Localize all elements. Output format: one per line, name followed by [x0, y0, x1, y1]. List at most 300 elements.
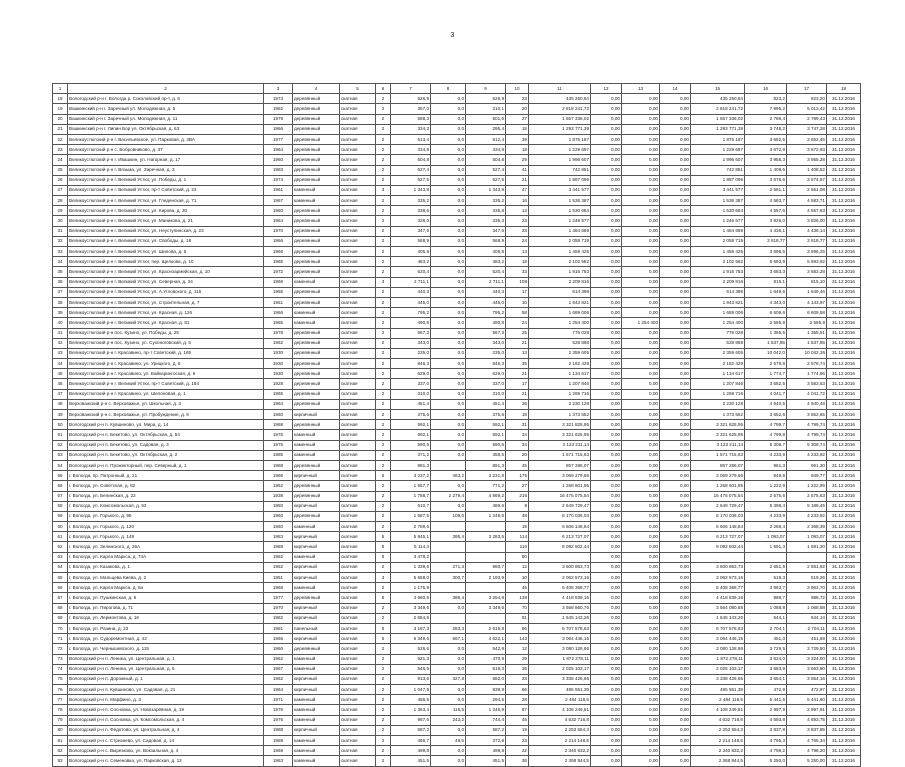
- table-cell: 138: [506, 593, 529, 603]
- table-cell: 0,00: [622, 124, 660, 134]
- table-cell: г. Вологда, ул. Горького, д. 95: [68, 511, 264, 521]
- table-cell: Великоустюгский р-н пос. Кузино, ул. Победы, д. 25: [68, 328, 264, 338]
- table-cell: 4 557,63: [787, 206, 827, 216]
- table-row: [53, 420, 861, 430]
- table-cell: 1960: [264, 206, 293, 216]
- table-cell: 2 359 605: [691, 348, 745, 358]
- table-cell: 3 564 080,68: [691, 603, 745, 613]
- table-cell: 1986: [264, 471, 293, 481]
- table-cell: 2 789,43: [787, 114, 827, 124]
- table-cell: 1964: [264, 145, 293, 155]
- table-cell: 1 408,52: [787, 165, 827, 175]
- table-cell: 3 321 625,95: [691, 430, 745, 440]
- table-cell: скатная: [340, 359, 376, 369]
- table-cell: 2: [376, 756, 391, 766]
- table-cell: 528 868: [691, 338, 745, 348]
- table-cell: 53: [53, 450, 68, 460]
- table-cell: 375,6: [391, 410, 431, 420]
- table-cell: 31: [53, 226, 68, 236]
- table-cell: 13: [506, 348, 529, 358]
- table-cell: 0,00: [591, 756, 622, 766]
- table-cell: 0,00: [591, 328, 622, 338]
- table-cell: 0,00: [591, 552, 622, 562]
- table-cell: 2: [376, 389, 391, 399]
- table-cell: 0,0: [431, 338, 466, 348]
- table-cell: 294,5: [466, 695, 506, 705]
- table-cell: 3 324,00: [787, 654, 827, 664]
- table-cell: 445,0: [391, 297, 431, 307]
- table-cell: скатная: [340, 114, 376, 124]
- table-cell: 3 080 128,86: [529, 644, 591, 654]
- table-cell: 2 368,39: [787, 522, 827, 532]
- table-cell: 0,00: [622, 94, 660, 104]
- table-cell: 328,0: [391, 216, 431, 226]
- table-cell: 0,0: [431, 94, 466, 104]
- table-cell: 0,0: [431, 287, 466, 297]
- table-cell: 1 774,7: [745, 369, 787, 379]
- table-cell: скатная: [340, 552, 376, 562]
- table-cell: 0,00: [622, 328, 660, 338]
- table-cell: 31.12.2016: [827, 511, 861, 521]
- table-cell: [431, 522, 466, 532]
- table-row: [53, 603, 861, 613]
- table-cell: 451,5: [466, 756, 506, 766]
- table-cell: 0,0: [431, 695, 466, 705]
- table-cell: 2 209 816: [529, 277, 591, 287]
- table-cell: г. Вологда, ул. Карла Маркса, д. 74А: [68, 552, 264, 562]
- table-cell: 74: [53, 664, 68, 674]
- table-cell: 2: [376, 654, 391, 664]
- table-cell: 2 649 729,47: [691, 501, 745, 511]
- table-cell: 0,00: [622, 430, 660, 440]
- table-cell: 0,00: [591, 644, 622, 654]
- table-cell: каменный: [293, 522, 340, 532]
- table-cell: Вашкинский р-н г. Заречный ул. Молодежная, д. 5: [68, 104, 264, 114]
- table-row: [53, 695, 861, 705]
- table-cell: 1 175,9: [391, 583, 431, 593]
- table-cell: 375,6: [466, 410, 506, 420]
- table-cell: 4 041,7: [745, 389, 787, 399]
- table-cell: 3 652,5: [745, 134, 787, 144]
- table-cell: 0,00: [622, 460, 660, 470]
- table-cell: 0,00: [591, 705, 622, 715]
- table-row: [53, 247, 861, 257]
- table-cell: 1 788,7: [391, 491, 431, 501]
- table-cell: 451,69: [787, 634, 827, 644]
- table-cell: 1970: [264, 603, 293, 613]
- table-row: [53, 552, 861, 562]
- table-cell: 54: [53, 460, 68, 470]
- table-cell: 542,8: [466, 644, 506, 654]
- table-cell: 2: [376, 104, 391, 114]
- table-cell: 1960: [264, 644, 293, 654]
- table-cell: 0,00: [622, 236, 660, 246]
- table-cell: 17: [506, 287, 529, 297]
- table-cell: 0,00: [591, 593, 622, 603]
- table-cell: 520,4: [391, 267, 431, 277]
- table-cell: 3 582,5: [745, 379, 787, 389]
- table-cell: деревянный: [293, 206, 340, 216]
- table-cell: 3 338 426,65: [691, 674, 745, 684]
- table-cell: 1977: [264, 134, 293, 144]
- table-cell: 1 269 716: [691, 389, 745, 399]
- table-row: [53, 542, 861, 552]
- table-cell: 0,00: [591, 287, 622, 297]
- table-row: [53, 481, 861, 491]
- table-cell: кирпичный: [293, 674, 340, 684]
- table-cell: Вологодский р-н г. Вологда р. Соколовский пр-т, д. 6: [68, 94, 264, 104]
- table-cell: 1 269 716: [529, 389, 591, 399]
- table-cell: 2 230 128: [529, 399, 591, 409]
- table-cell: 2 368 844,5: [691, 756, 745, 766]
- table-cell: 0,00: [622, 583, 660, 593]
- table-cell: 0,00: [591, 236, 622, 246]
- table-cell: 1983: [264, 165, 293, 175]
- table-cell: 1 207 846: [691, 379, 745, 389]
- table-cell: 0,00: [591, 389, 622, 399]
- table-cell: 0,00: [622, 348, 660, 358]
- table-cell: 61: [53, 532, 68, 542]
- table-cell: 1966: [264, 277, 293, 287]
- table-cell: 466,7: [391, 736, 431, 746]
- table-cell: Великоустюгский р-н г. Красавино, пр-т Советский, д. 165: [68, 348, 264, 358]
- table-cell: 31.12.2016: [827, 695, 861, 705]
- table-row: [53, 685, 861, 695]
- table-cell: г. Вологда, ул. Пушкинская, д. 5: [68, 593, 264, 603]
- table-cell: 31.12.2016: [827, 389, 861, 399]
- table-cell: 0,0: [431, 134, 466, 144]
- table-cell: 2: [376, 165, 391, 175]
- table-cell: 1 222,9: [745, 481, 787, 491]
- table-cell: 2: [376, 450, 391, 460]
- table-cell: 0,0: [431, 654, 466, 664]
- table-cell: 0,0: [431, 328, 466, 338]
- table-cell: 1 536 387: [691, 196, 745, 206]
- table-cell: 23: [506, 674, 529, 684]
- table-cell: скатная: [340, 613, 376, 623]
- table-cell: 0,00: [591, 654, 622, 664]
- table-cell: 405,8: [391, 247, 431, 257]
- table-cell: каменный: [293, 196, 340, 206]
- table-cell: 310,0: [391, 389, 431, 399]
- table-cell: 0,00: [622, 277, 660, 287]
- table-cell: 2 484 118,5: [691, 695, 745, 705]
- table-cell: 36: [53, 277, 68, 287]
- table-cell: 31.12.2016: [827, 685, 861, 695]
- table-cell: 3 254,8: [466, 593, 506, 603]
- table-cell: 0,00: [622, 206, 660, 216]
- table-cell: 2 704,1: [745, 623, 787, 633]
- table-cell: 67: [53, 593, 68, 603]
- table-cell: 1 530 684: [691, 206, 745, 216]
- table-cell: 1 293 771,39: [691, 124, 745, 134]
- table-cell: 76: [53, 685, 68, 695]
- table-cell: г. Вологда, ул. Казакова, д. 1: [68, 562, 264, 572]
- table-cell: Великоустюгский р-н г. Великий Устюг, ул. Победы, д. 1: [68, 175, 264, 185]
- table-cell: 2 359 605: [529, 348, 591, 358]
- table-cell: 357,0: [391, 104, 431, 114]
- table-cell: деревянный: [293, 511, 340, 521]
- table-cell: 4 799,74: [787, 430, 827, 440]
- table-cell: 2 818 241,72: [691, 104, 745, 114]
- table-cell: 0,0: [431, 379, 466, 389]
- table-cell: 13: [506, 206, 529, 216]
- table-cell: 857 286,07: [529, 460, 591, 470]
- table-cell: 0,00: [622, 511, 660, 521]
- table-cell: 0,00: [660, 420, 691, 430]
- table-row: [53, 196, 861, 206]
- table-cell: 0,00: [622, 501, 660, 511]
- table-cell: 31.12.2016: [827, 623, 861, 633]
- table-cell: 4 869,2: [466, 491, 506, 501]
- table-cell: 1930: [264, 348, 293, 358]
- table-cell: 77: [53, 695, 68, 705]
- table-row: [53, 736, 861, 746]
- table-cell: кирпичный: [293, 725, 340, 735]
- table-cell: 1976: [264, 430, 293, 440]
- table-cell: 2 704,11: [787, 623, 827, 633]
- table-cell: 526,6: [391, 644, 431, 654]
- table-cell: 0,00: [660, 185, 691, 195]
- table-cell: 0,0: [431, 756, 466, 766]
- table-cell: 4 940,5: [745, 399, 787, 409]
- table-row: [53, 104, 861, 114]
- table-cell: Великоустюгский р-н г. Красавино, ул. Шелоновая, д. 1: [68, 389, 264, 399]
- table-cell: 4 143,97: [787, 297, 827, 307]
- table-cell: 0,00: [622, 308, 660, 318]
- table-cell: 310,0: [466, 389, 506, 399]
- table-cell: 0,00: [622, 552, 660, 562]
- table-cell: 1951: [264, 573, 293, 583]
- table-cell: 3 321 825,95: [691, 420, 745, 430]
- table-cell: г. Вологда, ул. Пирогова, д. 71: [68, 603, 264, 613]
- table-cell: деревянный: [293, 247, 340, 257]
- column-header: 4: [293, 84, 340, 94]
- table-cell: 451,0: [745, 634, 787, 644]
- table-cell: 3 062 573,16: [691, 573, 745, 583]
- table-cell: 1973: [264, 94, 293, 104]
- table-cell: кирпичный: [293, 603, 340, 613]
- table-row: [53, 756, 861, 766]
- table-cell: 6 606 148,84: [529, 522, 591, 532]
- table-cell: 3: [376, 185, 391, 195]
- table-cell: деревянный: [293, 369, 340, 379]
- table-cell: 501,6: [466, 114, 506, 124]
- table-cell: 347,6: [466, 226, 506, 236]
- table-row: [53, 532, 861, 542]
- table-cell: 31.12.2016: [827, 460, 861, 470]
- table-cell: 5 250,0: [745, 756, 787, 766]
- table-cell: 81: [53, 736, 68, 746]
- table-cell: 6 707 578,63: [691, 623, 745, 633]
- table-cell: 5: [376, 471, 391, 481]
- table-cell: 4 041,72: [787, 389, 827, 399]
- table-cell: 80: [53, 725, 68, 735]
- table-cell: 1 408,5: [745, 165, 787, 175]
- table-cell: 988,7: [745, 593, 787, 603]
- table-cell: скатная: [340, 277, 376, 287]
- table-cell: 0,00: [591, 430, 622, 440]
- table-cell: 405,8: [466, 247, 506, 257]
- table-cell: 70: [53, 623, 68, 633]
- table-cell: 31.12.2016: [827, 705, 861, 715]
- table-cell: 1 254 400: [529, 318, 591, 328]
- table-cell: 0,0: [431, 440, 466, 450]
- table-cell: 49,5: [431, 736, 466, 746]
- table-cell: 0,00: [660, 236, 691, 246]
- table-cell: 2: [376, 145, 391, 155]
- table-cell: 0,00: [591, 338, 622, 348]
- table-cell: 34: [53, 257, 68, 267]
- table-cell: скатная: [340, 420, 376, 430]
- table-cell: 742 851: [529, 165, 591, 175]
- table-cell: кирпичный: [293, 613, 340, 623]
- table-cell: 78: [53, 705, 68, 715]
- table-cell: 1951: [264, 297, 293, 307]
- table-cell: скатная: [340, 175, 376, 185]
- column-header: 17: [787, 84, 827, 94]
- table-cell: [691, 552, 745, 562]
- table-cell: 0,00: [622, 736, 660, 746]
- table-cell: 57: [53, 491, 68, 501]
- table-cell: 0,0: [431, 114, 466, 124]
- table-cell: 108: [506, 277, 529, 287]
- table-cell: скатная: [340, 338, 376, 348]
- table-cell: 5 441,60: [787, 695, 827, 705]
- table-cell: 815,1: [745, 277, 787, 287]
- table-cell: скатная: [340, 705, 376, 715]
- table-cell: 0,00: [660, 165, 691, 175]
- table-cell: 1975: [264, 440, 293, 450]
- table-cell: каменный: [293, 308, 340, 318]
- table-cell: деревянный: [293, 328, 340, 338]
- table-cell: г. Вологда, ул. Комсомольская, д. 53: [68, 501, 264, 511]
- table-cell: 20: [506, 450, 529, 460]
- table-cell: 0,00: [660, 471, 691, 481]
- table-cell: 31.12.2016: [827, 399, 861, 409]
- table-cell: 2: [376, 267, 391, 277]
- table-cell: 0,00: [660, 562, 691, 572]
- table-cell: 0,00: [622, 654, 660, 664]
- table-cell: 0,00: [622, 542, 660, 552]
- table-cell: 891,3: [466, 460, 506, 470]
- table-cell: скатная: [340, 410, 376, 420]
- table-cell: 2 649 729,47: [529, 501, 591, 511]
- table-cell: 6 170 036,03: [529, 511, 591, 521]
- table-cell: 0,00: [660, 623, 691, 633]
- table-cell: 1952: [264, 562, 293, 572]
- table-row: [53, 501, 861, 511]
- table-cell: [431, 460, 466, 470]
- table-cell: 0,00: [591, 460, 622, 470]
- table-cell: 12: [506, 562, 529, 572]
- table-cell: Вологодский р-н п. Бекетово, ул. Садовая, д. 3: [68, 440, 264, 450]
- table-cell: 4 108 249,81: [691, 705, 745, 715]
- table-cell: 0,00: [660, 114, 691, 124]
- table-cell: 3 652,65: [787, 410, 827, 420]
- table-cell: 2: [376, 399, 391, 409]
- table-cell: 1965: [264, 389, 293, 399]
- table-cell: 2: [376, 420, 391, 430]
- table-cell: 31.12.2016: [827, 664, 861, 674]
- table-cell: 5: [376, 542, 391, 552]
- table-cell: 31.12.2016: [827, 410, 861, 420]
- table-cell: 1 339,6: [391, 562, 431, 572]
- table-cell: 1967: [264, 664, 293, 674]
- table-cell: 0,00: [660, 674, 691, 684]
- table-cell: 1 996 607: [691, 155, 745, 165]
- table-row: [53, 124, 861, 134]
- table-cell: 0,00: [660, 664, 691, 674]
- table-row: [53, 206, 861, 216]
- table-cell: 31.12.2016: [827, 165, 861, 175]
- table-cell: 0,00: [591, 522, 622, 532]
- table-cell: 31.12.2016: [827, 736, 861, 746]
- table-cell: 961,30: [787, 460, 827, 470]
- table-cell: 243,2: [431, 715, 466, 725]
- table-cell: 1 293 771,39: [529, 124, 591, 134]
- table-cell: г. Вологда, ул. Чернышевского, д. 115: [68, 644, 264, 654]
- table-cell: 21: [53, 124, 68, 134]
- table-cell: 56: [53, 481, 68, 491]
- table-cell: 0,00: [622, 450, 660, 460]
- table-cell: скатная: [340, 216, 376, 226]
- table-cell: 0,00: [622, 165, 660, 175]
- table-cell: 2: [376, 328, 391, 338]
- table-cell: Великоустюгский р-н г. Великий Устюг, ул. Свободы, д. 18: [68, 236, 264, 246]
- table-cell: 0,00: [622, 471, 660, 481]
- table-cell: 2 102 582: [529, 257, 591, 267]
- table-cell: Вологодский р-н п. Сосновка, ул. Новозарёвная, д. 19: [68, 705, 264, 715]
- table-cell: 6 609,6: [745, 308, 787, 318]
- table-cell: 0,00: [591, 165, 622, 175]
- table-cell: 31.12.2016: [827, 501, 861, 511]
- table-cell: 6 213 727,07: [529, 532, 591, 542]
- table-cell: 3 441 577: [529, 185, 591, 195]
- table-cell: 1 571 715,63: [529, 450, 591, 460]
- table-cell: 5 441,6: [745, 695, 787, 705]
- table-cell: 0,00: [660, 104, 691, 114]
- table-cell: 5 658,0: [391, 573, 431, 583]
- table-cell: 0,00: [622, 359, 660, 369]
- table-cell: 334,8: [466, 145, 506, 155]
- table-cell: 2: [376, 216, 391, 226]
- table-row: [53, 430, 861, 440]
- table-cell: 0,0: [431, 430, 466, 440]
- table-cell: 1 875 187: [529, 134, 591, 144]
- table-cell: 823,20: [787, 94, 827, 104]
- table-cell: 7 895,2: [745, 104, 787, 114]
- table-cell: 0,00: [660, 654, 691, 664]
- table-cell: 31.12.2016: [827, 562, 861, 572]
- table-cell: 47: [506, 185, 529, 195]
- table-cell: 31.12.2016: [827, 369, 861, 379]
- table-cell: 0,00: [591, 440, 622, 450]
- table-cell: 1982: [264, 104, 293, 114]
- table-cell: Великоустюгский р-н г. Великий Устюг, ул. Неуступинская, д. 23: [68, 226, 264, 236]
- table-cell: 0,00: [660, 277, 691, 287]
- table-cell: 2: [376, 481, 391, 491]
- table-cell: Вологодский р-н п. Сосновка, ул. Комсомольская, д. 4: [68, 715, 264, 725]
- table-cell: 18: [506, 410, 529, 420]
- table-cell: 0,00: [591, 674, 622, 684]
- table-cell: 2: [376, 664, 391, 674]
- table-cell: 0,0: [431, 420, 466, 430]
- table-cell: 0,00: [591, 114, 622, 124]
- table-cell: 4 798,20: [787, 746, 827, 756]
- table-cell: 776 028: [529, 328, 591, 338]
- table-cell: деревянный: [293, 124, 340, 134]
